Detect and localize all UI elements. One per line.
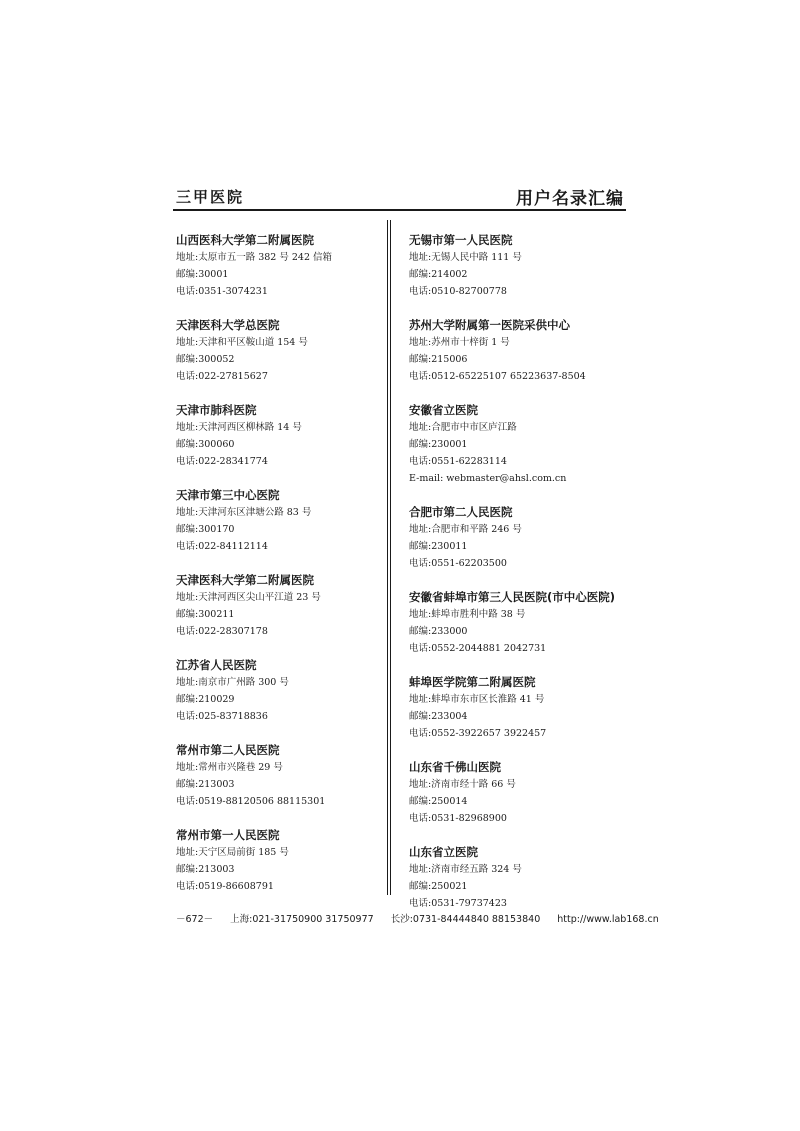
hospital-postcode: 邮编:300060 (176, 439, 235, 450)
hospital-name: 安徽省立医院 (409, 403, 478, 417)
hospital-entry (409, 316, 629, 385)
hospital-postcode: 邮编:300170 (176, 524, 235, 535)
hospital-name: 山东省立医院 (409, 845, 478, 859)
hospital-entry (176, 571, 396, 640)
page-number: －672－ (176, 914, 214, 925)
hospital-name: 合肥市第二人民医院 (409, 505, 513, 519)
hospital-name: 天津市肺科医院 (176, 403, 257, 417)
hospital-phone: 电话:0510-82700778 (409, 286, 507, 297)
hospital-address: 地址:南京市广州路 300 号 (176, 677, 289, 688)
hospital-postcode: 邮编:213003 (176, 864, 235, 875)
hospital-address: 地址:蚌埠市东市区长淮路 41 号 (409, 694, 545, 705)
hospital-phone: 电话:0531-79737423 (409, 898, 507, 909)
hospital-phone: 电话:022-27815627 (176, 371, 268, 382)
hospital-entry (409, 758, 629, 827)
hospital-postcode: 邮编:215006 (409, 354, 468, 365)
hospital-name: 天津市第三中心医院 (176, 488, 280, 502)
hospital-entry (176, 656, 396, 725)
hospital-entry (176, 826, 396, 895)
hospital-address: 地址:苏州市十梓街 1 号 (409, 337, 510, 348)
hospital-postcode: 邮编:250014 (409, 796, 468, 807)
hospital-email[interactable]: E-mail: webmaster@ahsl.com.cn (409, 473, 567, 484)
header-title: 用户名录汇编 (516, 189, 624, 209)
hospital-entry (409, 503, 629, 572)
hospital-entry (409, 673, 629, 742)
hospital-name: 山西医科大学第二附属医院 (176, 233, 314, 247)
hospital-address: 地址:无锡人民中路 111 号 (409, 252, 522, 263)
hospital-entry (409, 843, 629, 912)
hospital-name: 蚌埠医学院第二附属医院 (409, 675, 536, 689)
hospital-address: 地址:合肥市中市区庐江路 (409, 422, 517, 433)
hospital-name: 苏州大学附属第一医院采供中心 (409, 318, 570, 332)
hospital-name: 常州市第一人民医院 (176, 828, 280, 842)
hospital-postcode: 邮编:213003 (176, 779, 235, 790)
hospital-phone: 电话:0552-2044881 2042731 (409, 643, 547, 654)
hospital-entry (176, 316, 396, 385)
hospital-name: 安徽省蚌埠市第三人民医院(市中心医院) (409, 590, 616, 604)
hospital-address: 地址:天津河西区尖山平江道 23 号 (176, 592, 321, 603)
hospital-phone: 电话:0519-88120506 88115301 (176, 796, 326, 807)
hospital-name: 常州市第二人民医院 (176, 743, 280, 757)
hospital-address: 地址:天津河东区津塘公路 83 号 (176, 507, 312, 518)
hospital-name: 天津医科大学第二附属医院 (176, 573, 314, 587)
hospital-phone: 电话:0551-62283114 (409, 456, 507, 467)
hospital-phone: 电话:0531-82968900 (409, 813, 507, 824)
hospital-entry (176, 401, 396, 470)
hospital-address: 地址:济南市经五路 324 号 (409, 864, 522, 875)
header-category: 三甲医院 (176, 188, 245, 206)
hospital-name: 无锡市第一人民医院 (409, 233, 513, 247)
hospital-phone: 电话:0551-62203500 (409, 558, 507, 569)
hospital-phone: 电话:025-83718836 (176, 711, 268, 722)
hospital-address: 地址:合肥市和平路 246 号 (409, 524, 522, 535)
footer-shanghai-phone: 上海:021-31750900 31750977 (230, 914, 374, 925)
hospital-address: 地址:济南市经十路 66 号 (409, 779, 516, 790)
hospital-postcode: 邮编:250021 (409, 881, 468, 892)
footer-url[interactable]: http://www.lab168.cn (557, 914, 659, 925)
page-footer (176, 911, 673, 925)
hospital-name: 山东省千佛山医院 (409, 760, 501, 774)
hospital-entry (176, 231, 396, 300)
hospital-phone: 电话:0519-86608791 (176, 881, 274, 892)
hospital-postcode: 邮编:300052 (176, 354, 235, 365)
hospital-postcode: 邮编:300211 (176, 609, 235, 620)
hospital-address: 地址:蚌埠市胜利中路 38 号 (409, 609, 526, 620)
hospital-name: 天津医科大学总医院 (176, 318, 280, 332)
footer-changsha-phone: 长沙:0731-84444840 88153840 (390, 914, 541, 925)
hospital-phone: 电话:0512-65225107 65223637-8504 (409, 371, 586, 382)
hospital-entry (409, 588, 629, 657)
hospital-address: 地址:天津河西区柳林路 14 号 (176, 422, 302, 433)
hospital-entry (409, 231, 629, 300)
hospital-phone: 电话:022-84112114 (176, 541, 268, 552)
hospital-entry (176, 486, 396, 555)
left-column (176, 231, 396, 911)
hospital-postcode: 邮编:210029 (176, 694, 235, 705)
hospital-postcode: 邮编:233004 (409, 711, 468, 722)
hospital-entry (409, 401, 629, 487)
column-divider (387, 220, 391, 895)
hospital-postcode: 邮编:230011 (409, 541, 468, 552)
hospital-postcode: 邮编:233000 (409, 626, 468, 637)
hospital-postcode: 邮编:214002 (409, 269, 468, 280)
hospital-address: 地址:天宁区局前街 185 号 (176, 847, 289, 858)
hospital-address: 地址:常州市兴隆巷 29 号 (176, 762, 283, 773)
hospital-phone: 电话:022-28341774 (176, 456, 268, 467)
hospital-postcode: 邮编:30001 (176, 269, 229, 280)
hospital-name: 江苏省人民医院 (176, 658, 257, 672)
hospital-phone: 电话:0351-3074231 (176, 286, 268, 297)
hospital-postcode: 邮编:230001 (409, 439, 468, 450)
header-rule (173, 209, 626, 211)
hospital-entry (176, 741, 396, 810)
hospital-phone: 电话:022-28307178 (176, 626, 268, 637)
hospital-address: 地址:太原市五一路 382 号 242 信箱 (176, 252, 333, 263)
hospital-phone: 电话:0552-3922657 3922457 (409, 728, 547, 739)
hospital-address: 地址:天津和平区鞍山道 154 号 (176, 337, 308, 348)
right-column (409, 231, 629, 928)
